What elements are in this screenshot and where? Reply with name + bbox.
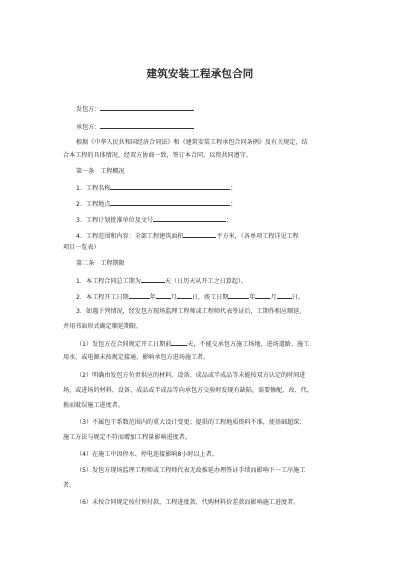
year-label: 年 — [149, 294, 156, 301]
scope-cont: 项目一览表） — [63, 244, 100, 251]
end-month-blank[interactable] — [255, 292, 270, 299]
document-title: 建筑安装工程承包合同 — [146, 68, 254, 80]
case2-line-3: 换而耽误施工进度者。 — [63, 402, 124, 409]
start-date-label: 2．本工程开工日期 — [76, 294, 129, 301]
total-days-blank[interactable] — [141, 276, 165, 283]
case6-line: （6）未按合同规定按付预付款、工程进度款、代购材料价差款而影响施工进度者。 — [76, 499, 300, 506]
start-day-blank[interactable] — [177, 292, 192, 299]
total-duration-suffix: 天（日历天从开工之日算起）。 — [164, 278, 248, 285]
approval-label: 3．工程计划批准单位及文号 — [76, 217, 154, 224]
project-name-suffix: ； — [230, 185, 237, 192]
extension-line-2: 并用书面形式确定顺延期限。 — [63, 323, 143, 330]
preamble-line-2: 合本工程的具体情况，经双方协商一致，签订本合同，以资共同遵守。 — [63, 152, 252, 159]
dates-line — [76, 292, 304, 302]
scope-label: 4．工程范围和内容：全部工程建筑面积 — [76, 233, 184, 240]
party-a-blank[interactable] — [100, 104, 194, 111]
end-year-blank[interactable] — [228, 292, 249, 299]
completion-date-label: 日，竣工日期 — [191, 294, 229, 301]
start-month-blank[interactable] — [156, 292, 171, 299]
party-a-line — [76, 104, 194, 114]
project-name-blank[interactable] — [110, 183, 230, 190]
scope-line — [76, 231, 299, 241]
total-duration-label: 1．本工程合同总工期为 — [76, 278, 141, 285]
case4-line: （4）在施工中因停水、停电连接影响8小时以上者。 — [76, 451, 218, 458]
approval-line — [76, 215, 232, 225]
case2-line-2: 场，或进场的材料、设备、成品或半成品等向承包方交验时发现有缺陷，需要修配、改、代、 — [63, 387, 313, 394]
party-b-blank[interactable] — [100, 122, 194, 129]
case2-line-1: （2）明确由发包方负责供应的材料、设备、成品或半成品等未能按双方认定的时间进 — [76, 372, 306, 379]
project-location-blank[interactable] — [110, 199, 230, 206]
scope-suffix: 平方米，（各单项工程详见工程 — [216, 233, 299, 240]
year-label-2: 年 — [249, 294, 256, 301]
party-b-label: 承包方： — [76, 124, 101, 131]
article1-heading: 第一条 工程概况 — [76, 168, 125, 175]
end-day-suffix: 日。 — [291, 294, 304, 301]
project-location-label: 2．工程地点 — [76, 201, 111, 208]
month-label: 月 — [170, 294, 177, 301]
total-duration-line — [76, 276, 247, 286]
case5-line-2: 者。 — [63, 482, 76, 489]
article2-heading: 第二条 工程期限 — [76, 260, 125, 267]
project-location-line — [76, 199, 236, 209]
end-day-blank[interactable] — [277, 292, 292, 299]
case1-line-2: 用水、或电源未按规定接通，影响承包方进场施工者。 — [63, 354, 210, 361]
case1-days-blank[interactable] — [171, 339, 187, 346]
case5-line-1: （5）发包方现场监理工程师或工程师代表无故推延办理签证手续而影响下一工序施工 — [76, 467, 306, 474]
approval-suffix: ； — [226, 217, 233, 224]
start-year-blank[interactable] — [129, 292, 150, 299]
case1-line-1 — [76, 339, 309, 349]
approval-blank[interactable] — [153, 215, 226, 222]
case1-text-b: 天，不能交承包方施工场地、进场道路、施工 — [187, 341, 310, 348]
preamble-line-1: 根据《中华人民共和国经济合同法》和《建筑安装工程承包合同条例》及有关规定，结 — [76, 139, 308, 146]
party-a-label: 发包方： — [76, 106, 101, 113]
project-location-suffix: ； — [230, 201, 237, 208]
case3-line-2: 施工方法与规定不符而增加工程量影响进度者。 — [63, 434, 191, 441]
project-name-label: 1．工程名称 — [76, 185, 111, 192]
project-name-line — [76, 183, 236, 193]
month-label-2: 月 — [270, 294, 277, 301]
extension-line-1: 3．如遇下列情况，经发包方现场监理工程师或工程师代表签证后，工期作相应顺延， — [76, 308, 306, 315]
party-b-line — [76, 122, 194, 132]
case3-line-1: （3）不属包干系数范围内的重大设计变更；提供的工程地质资料不准，使基础超深； — [76, 419, 306, 426]
area-blank[interactable] — [183, 231, 216, 238]
case1-text-a: （1）发包方在合同规定开工日期前 — [76, 341, 172, 348]
